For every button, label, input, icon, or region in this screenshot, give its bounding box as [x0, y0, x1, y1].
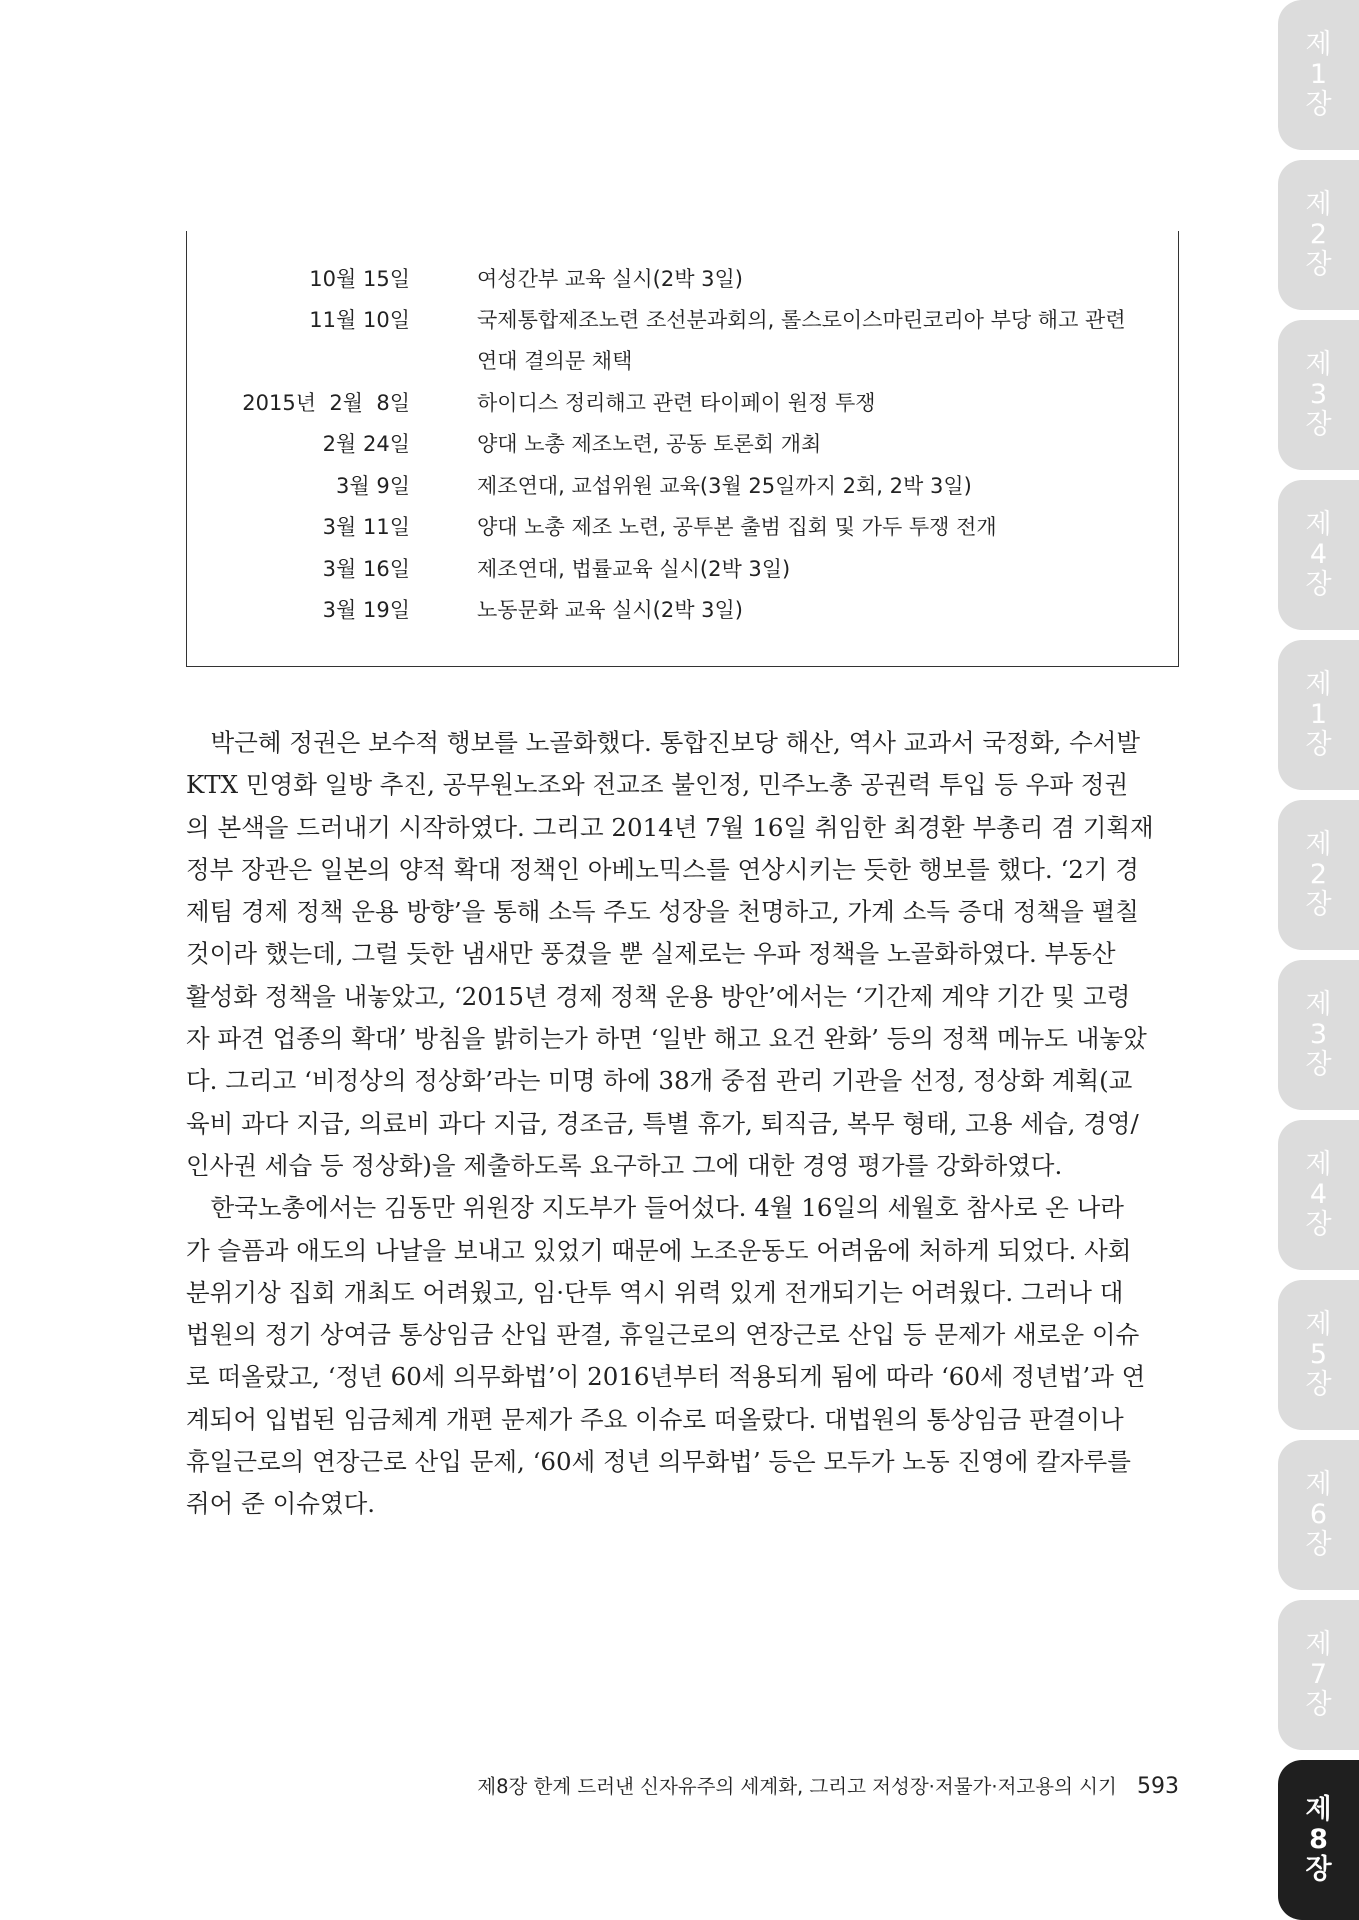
page-footer — [440, 1771, 1179, 1799]
chronology-date: 2월 24일 — [322, 432, 410, 456]
chapter-tab-char: 3 — [1309, 1019, 1328, 1050]
chronology-row — [187, 553, 1178, 593]
chapter-tab-char: 장 — [1305, 1049, 1332, 1080]
body-line: 쥐어 준 이슈였다. — [186, 1489, 376, 1519]
chapter-tab-char: 제 — [1305, 349, 1332, 380]
chronology-text: 연대 결의문 채택 — [477, 349, 633, 373]
chapter-tab-char: 3 — [1309, 379, 1328, 410]
body-line: 자 파견 업종의 확대’ 방침을 밝히는가 하면 ‘일반 해고 요건 완화’ 등의 정책 메뉴도 내놓았 — [186, 1024, 1147, 1054]
chapter-tab-char: 제 — [1305, 189, 1332, 220]
chapter-tab-char: 4 — [1309, 1179, 1328, 1210]
chapter-tab-char: 5 — [1309, 1339, 1328, 1370]
chapter-tab-char: 8 — [1309, 1824, 1328, 1855]
chapter-tab-char: 장 — [1305, 729, 1332, 760]
body-line: 로 떠올랐고, ‘정년 60세 의무화법’이 2016년부터 적용되게 됨에 따라 ‘60세 정년법’과 연 — [186, 1362, 1146, 1392]
chapter-tab-char: 장 — [1305, 1529, 1332, 1560]
body-line: 제팀 경제 정책 운용 방향’을 통해 소득 주도 성장을 천명하고, 가계 소득 증대 정책을 펼칠 — [186, 897, 1139, 927]
body-line: 육비 과다 지급, 의료비 과다 지급, 경조금, 특별 휴가, 퇴직금, 복무 형태, 고용 세습, 경영/ — [186, 1108, 1139, 1138]
chronology-date: 3월 16일 — [322, 557, 410, 581]
body-text — [186, 722, 1179, 1526]
chapter-tab-char: 제 — [1305, 1309, 1332, 1340]
chapter-tab-char: 제 — [1305, 1469, 1332, 1500]
chapter-tab[interactable] — [1278, 1440, 1359, 1590]
chronology-text: 여성간부 교육 실시(2박 3일) — [477, 267, 743, 291]
body-line: 활성화 정책을 내놓았고, ‘2015년 경제 정책 운용 방안’에서는 ‘기간제 계약 기간 및 고령 — [186, 981, 1131, 1011]
chapter-tab-char: 장 — [1305, 1369, 1332, 1400]
chapter-tab-char: 장 — [1305, 89, 1332, 120]
chronology-row — [187, 387, 1178, 427]
chapter-tab[interactable] — [1278, 320, 1359, 470]
chapter-tab-char: 장 — [1305, 889, 1332, 920]
chapter-tab-char: 장 — [1305, 1854, 1332, 1885]
body-line: 휴일근로의 연장근로 산입 문제, ‘60세 정년 의무화법’ 등은 모두가 노동 진영에 칼자루를 — [186, 1447, 1131, 1477]
chronology-row — [187, 345, 1178, 385]
chapter-tab-char: 장 — [1305, 409, 1332, 440]
chronology-date: 3월 19일 — [322, 598, 410, 622]
chapter-tab[interactable] — [1278, 0, 1359, 150]
chronology-date: 2015년 2월 8일 — [242, 391, 410, 415]
chapter-tab-char: 1 — [1309, 699, 1328, 730]
body-line: 가 슬픔과 애도의 나날을 보내고 있었기 때문에 노조운동도 어려움에 처하게 되었다. 사회 — [186, 1235, 1132, 1265]
body-line: 법원의 정기 상여금 통상임금 산입 판결, 휴일근로의 연장근로 산입 등 문제가 새로운 이슈 — [186, 1320, 1140, 1350]
body-line: 계되어 입법된 임금체계 개편 문제가 주요 이슈로 떠올랐다. 대법원의 통상임금 판결이나 — [186, 1404, 1124, 1434]
chapter-tab-char: 제 — [1305, 1629, 1332, 1660]
chapter-tab-char: 제 — [1305, 669, 1332, 700]
chapter-tab-char: 4 — [1309, 539, 1328, 570]
page-number: 593 — [1137, 1774, 1179, 1799]
chronology-row — [187, 304, 1178, 344]
chapter-tab[interactable] — [1278, 1600, 1359, 1750]
chapter-tab-current[interactable] — [1278, 1760, 1359, 1920]
chapter-tab[interactable] — [1278, 480, 1359, 630]
running-head: 제8장 한계 드러낸 신자유주의 세계화, 그리고 저성장·저물가·저고용의 시기 — [477, 1775, 1117, 1798]
chapter-tab-char: 제 — [1305, 829, 1332, 860]
chapter-tab-char: 제 — [1305, 1149, 1332, 1180]
chapter-tabs — [1278, 0, 1359, 1920]
chronology-text: 제조연대, 교섭위원 교육(3월 25일까지 2회, 2박 3일) — [477, 474, 972, 498]
chronology-date: 3월 9일 — [336, 474, 410, 498]
chapter-tab-char: 제 — [1305, 509, 1332, 540]
chapter-tab[interactable] — [1278, 160, 1359, 310]
chapter-tab-char: 장 — [1305, 249, 1332, 280]
chronology-date: 3월 11일 — [322, 515, 410, 539]
chapter-tab-char: 제 — [1305, 29, 1332, 60]
chronology-date: 11월 10일 — [309, 308, 410, 332]
chronology-text: 양대 노총 제조 노련, 공투본 출범 집회 및 가두 투쟁 전개 — [477, 515, 997, 539]
chapter-tab-char: 제 — [1305, 989, 1332, 1020]
chapter-tab[interactable] — [1278, 640, 1359, 790]
chronology-text: 양대 노총 제조노련, 공동 토론회 개최 — [477, 432, 822, 456]
chronology-box — [186, 231, 1179, 667]
body-line: 정부 장관은 일본의 양적 확대 정책인 아베노믹스를 연상시키는 듯한 행보를 했다. ‘2기 경 — [186, 854, 1139, 884]
chronology-row — [187, 594, 1178, 634]
chapter-tab-char: 장 — [1305, 569, 1332, 600]
chapter-tab-char: 6 — [1309, 1499, 1328, 1530]
chapter-tab-char: 제 — [1305, 1794, 1332, 1825]
chapter-tab-char: 7 — [1309, 1659, 1328, 1690]
chronology-text: 노동문화 교육 실시(2박 3일) — [477, 598, 743, 622]
body-line: 다. 그리고 ‘비정상의 정상화’라는 미명 하에 38개 중점 관리 기관을 선정, 정상화 계획(교 — [186, 1066, 1133, 1096]
body-line: 의 본색을 드러내기 시작하였다. 그리고 2014년 7월 16일 취임한 최경환 부총리 겸 기획재 — [186, 812, 1154, 842]
chapter-tab-char: 1 — [1309, 59, 1328, 90]
chapter-tab-char: 2 — [1309, 219, 1328, 250]
body-line: 인사권 세습 등 정상화)을 제출하도록 요구하고 그에 대한 경영 평가를 강화하였다. — [186, 1150, 1063, 1180]
chronology-row — [187, 263, 1178, 303]
chapter-tab-char: 2 — [1309, 859, 1328, 890]
chronology-row — [187, 511, 1178, 551]
chronology-row — [187, 428, 1178, 468]
chapter-tab[interactable] — [1278, 1280, 1359, 1430]
body-line: 것이라 했는데, 그럴 듯한 냄새만 풍겼을 뿐 실제로는 우파 정책을 노골화하였다. 부동산 — [186, 939, 1116, 969]
chapter-tab[interactable] — [1278, 800, 1359, 950]
body-line: 분위기상 집회 개최도 어려웠고, 임·단투 역시 위력 있게 전개되기는 어려웠다. 그러나 대 — [186, 1277, 1124, 1307]
chronology-text: 하이디스 정리해고 관련 타이페이 원정 투쟁 — [477, 391, 876, 415]
body-line: 한국노총에서는 김동만 위원장 지도부가 들어섰다. 4월 16일의 세월호 참사로 온 나라 — [186, 1193, 1124, 1223]
chapter-tab-char: 장 — [1305, 1689, 1332, 1720]
chronology-text: 국제통합제조노련 조선분과회의, 롤스로이스마린코리아 부당 해고 관련 — [477, 308, 1126, 332]
chapter-tab[interactable] — [1278, 1120, 1359, 1270]
body-line: 박근혜 정권은 보수적 행보를 노골화했다. 통합진보당 해산, 역사 교과서 국정화, 수서발 — [186, 728, 1141, 757]
chronology-date: 10월 15일 — [309, 267, 410, 291]
chapter-tab[interactable] — [1278, 960, 1359, 1110]
chapter-tab-char: 장 — [1305, 1209, 1332, 1240]
body-line: KTX 민영화 일방 추진, 공무원노조와 전교조 불인정, 민주노총 공권력 투입 등 우파 정권 — [186, 770, 1129, 800]
chronology-text: 제조연대, 법률교육 실시(2박 3일) — [477, 557, 791, 581]
chronology-row — [187, 470, 1178, 510]
